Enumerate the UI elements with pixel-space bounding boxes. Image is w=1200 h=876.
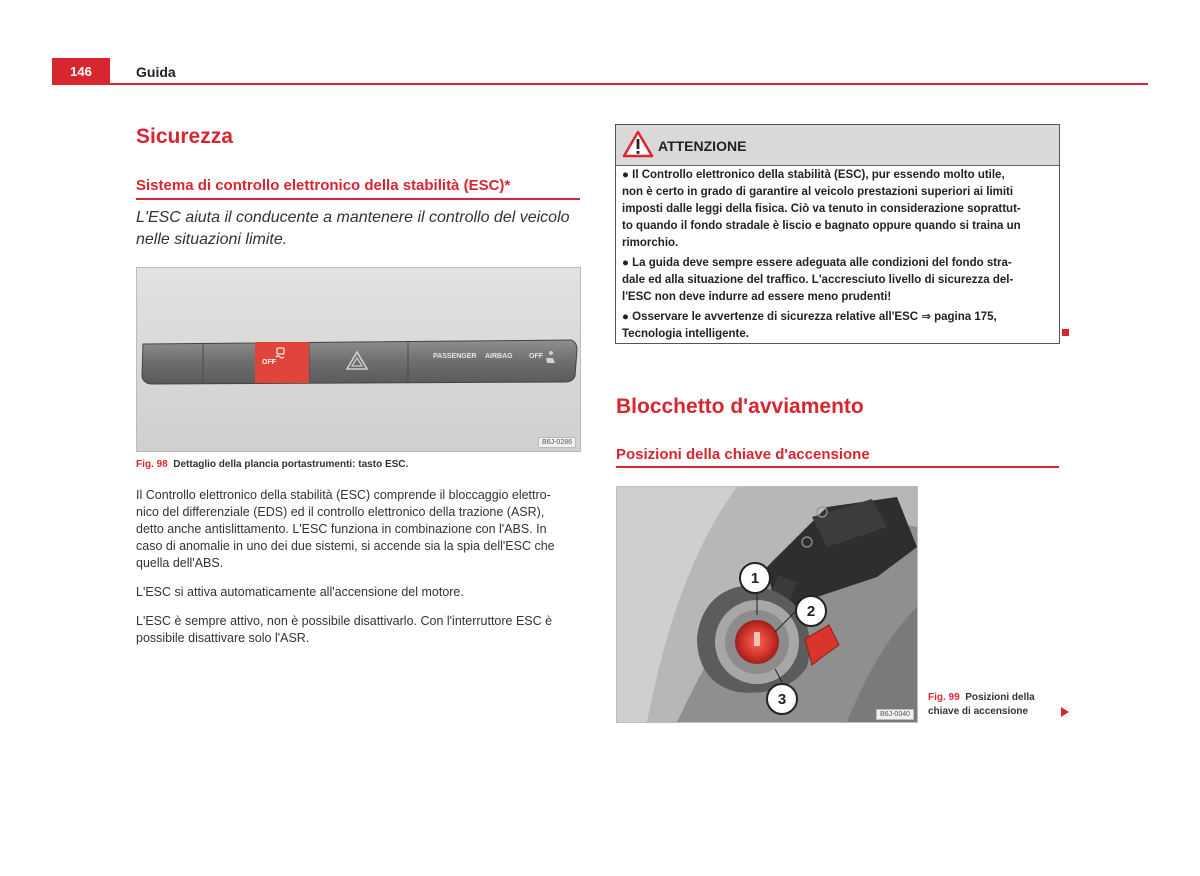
- figure-99-ignition-lock: [616, 486, 918, 723]
- continue-arrow-icon: [1061, 707, 1069, 717]
- warning-line: ● Osservare le avvertenze di sicurezza relative all'ESC ⇒ pagina 175,: [622, 311, 997, 323]
- warning-item: [622, 255, 1051, 306]
- passenger-label: PASSENGER: [433, 353, 477, 360]
- esc-off-label: OFF: [262, 359, 276, 366]
- warning-item: [622, 309, 1051, 343]
- subheading-positions: Posizioni della chiave d'accensione: [616, 446, 870, 463]
- figure-99-caption-line: chiave di accensione: [928, 706, 1029, 717]
- airbag-label: AIRBAG: [485, 353, 513, 360]
- figure-98-dashboard-panel: [136, 267, 581, 452]
- position-marker-2: 2: [795, 595, 827, 627]
- heading-blocchetto: Blocchetto d'avviamento: [616, 395, 864, 418]
- header-rule: [110, 83, 1148, 85]
- subheading-esc: Sistema di controllo elettronico della stabilità (ESC)*: [136, 177, 511, 194]
- warning-line: imposti dalle leggi della fisica. Ciò va tenuto in considerazione soprattut-: [622, 203, 1021, 215]
- warning-triangle-icon: [622, 130, 654, 158]
- text-line: caso di anomalie in uno dei due sistemi, si accende sia la spia dell'ESC che: [136, 539, 555, 553]
- paragraph-esc-always-on: [136, 613, 586, 647]
- dashboard-switch-strip: [137, 268, 580, 451]
- ignition-lock-illustration: [617, 487, 917, 722]
- lead-line: L'ESC aiuta il conducente a mantenere il controllo del veicolo: [136, 209, 570, 226]
- warning-line: to quando il fondo stradale è liscio e bagnato oppure quando si traina un: [622, 220, 1021, 232]
- subheading-rule: [136, 198, 580, 200]
- position-marker-3: 3: [766, 683, 798, 715]
- section-title: Guida: [136, 64, 176, 80]
- warning-box: [615, 124, 1060, 344]
- position-marker-1: 1: [739, 562, 771, 594]
- figure-code: B6J-0286: [538, 437, 576, 448]
- warning-title: ATTENZIONE: [658, 138, 747, 154]
- heading-sicurezza: Sicurezza: [136, 125, 233, 148]
- text-line: possibile disattivare solo l'ASR.: [136, 631, 310, 645]
- text-line: nico del differenziale (EDS) ed il controllo elettronico della trazione (ASR),: [136, 505, 545, 519]
- lead-line: nelle situazioni limite.: [136, 231, 288, 248]
- figure-98-number: Fig. 98: [136, 459, 168, 470]
- warning-line: rimorchio.: [622, 237, 679, 249]
- warning-line: l'ESC non deve indurre ad essere meno prudenti!: [622, 291, 892, 303]
- figure-99-number: Fig. 99: [928, 692, 960, 703]
- warning-line: ● Il Controllo elettronico della stabilità (ESC), pur essendo molto utile,: [622, 169, 1005, 181]
- warning-line: Tecnologia intelligente.: [622, 328, 749, 340]
- subheading-rule: [616, 466, 1059, 468]
- text-line: Il Controllo elettronico della stabilità (ESC) comprende il bloccaggio elettro-: [136, 488, 551, 502]
- text-line: L'ESC è sempre attivo, non è possibile disattivarlo. Con l'interruttore ESC è: [136, 614, 553, 628]
- figure-98-caption: [136, 459, 408, 470]
- warning-body: [616, 166, 1059, 343]
- lead-text: [136, 207, 570, 251]
- warning-line: non è certo in grado di garantire al veicolo prestazioni superiori ai limiti: [622, 186, 1014, 198]
- figure-98-caption-text: Dettaglio della plancia portastrumenti: tasto ESC.: [173, 459, 409, 470]
- warning-header: [616, 125, 1059, 166]
- figure-99-caption: [928, 691, 1035, 719]
- warning-line: ● La guida deve sempre essere adeguata alle condizioni del fondo stra-: [622, 257, 1012, 269]
- figure-code: B6J-0040: [876, 709, 914, 720]
- page-number: 146: [52, 58, 110, 85]
- figure-99-caption-line: Posizioni della: [965, 692, 1035, 703]
- section-end-marker: [1062, 329, 1069, 336]
- paragraph-esc-activation: L'ESC si attiva automaticamente all'accensione del motore.: [136, 585, 464, 599]
- warning-item: [622, 167, 1051, 252]
- warning-line: dale ed alla situazione del traffico. L'accresciuto livello di sicurezza del-: [622, 274, 1014, 286]
- airbag-off-label: OFF: [529, 353, 543, 360]
- text-line: quella dell'ABS.: [136, 556, 224, 570]
- paragraph-esc-description: [136, 487, 586, 572]
- text-line: detto anche antislittamento. L'ESC funziona in combinazione con l'ABS. In: [136, 522, 547, 536]
